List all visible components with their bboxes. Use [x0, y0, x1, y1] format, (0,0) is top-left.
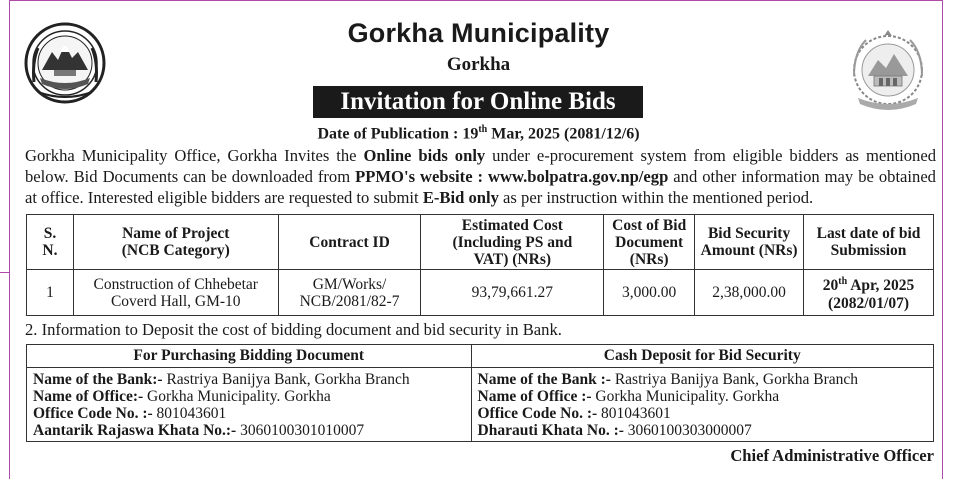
- cell-project: Construction of Chhebetar Coverd Hall, GM-10: [73, 270, 278, 316]
- col-sn: S. N.: [27, 215, 74, 270]
- margin-mark: [0, 272, 10, 273]
- cell-estimated-cost: 93,79,661.27: [421, 270, 604, 316]
- ppmo-website-link[interactable]: PPMO's website : www.bolpatra.gov.np/egp: [355, 167, 669, 186]
- notice-banner: Invitation for Online Bids: [313, 86, 643, 118]
- bank-left-details: Name of the Bank:- Rastriya Banijya Bank, Gorkha Branch Name of Office:- Gorkha Municipality. Gorkha Office Code No. :- 801043601 Aantarik Rajaswa Khata No.:- 3060100301010007: [27, 368, 472, 442]
- col-contract-id: Contract ID: [278, 215, 421, 270]
- intro-paragraph: Gorkha Municipality Office, Gorkha Invites the Online bids only under e-procurement system from eligible bidders as mentioned below. Bid Documents can be downloaded from PPMO's website : www.bolpatra.gov.np/egp and other information may be obtained at office. Interested eligible bidders are requested to submit E-Bid only as per instruction within the mentioned period.: [25, 146, 936, 207]
- col-project: Name of Project (NCB Category): [73, 215, 278, 270]
- table-row: [27, 270, 934, 316]
- cell-contract-id: GM/Works/ NCB/2081/82-7: [278, 270, 421, 316]
- cell-bid-security: 2,38,000.00: [695, 270, 804, 316]
- col-bid-security: Bid Security Amount (NRs): [695, 215, 804, 270]
- bank-left-header: For Purchasing Bidding Document: [27, 345, 472, 368]
- signatory: Chief Administrative Officer: [730, 446, 934, 465]
- bid-table-header: [27, 215, 934, 270]
- bid-table: [26, 214, 934, 316]
- col-estimated-cost: Estimated Cost (Including PS and VAT) (NRs): [421, 215, 604, 270]
- cell-doc-cost: 3,000.00: [604, 270, 695, 316]
- bank-info-table: [26, 344, 934, 442]
- page-subtitle: Gorkha: [446, 54, 511, 75]
- cell-last-date: 20th Apr, 2025 (2082/01/07): [804, 270, 934, 316]
- page-title: Gorkha Municipality: [347, 18, 610, 48]
- col-doc-cost: Cost of Bid Document (NRs): [604, 215, 695, 270]
- col-last-date: Last date of bid Submission: [804, 215, 934, 270]
- publication-date: Date of Publication : 19th Mar, 2025 (2081/12/6): [317, 124, 640, 143]
- cell-sn: 1: [27, 270, 74, 316]
- bank-right-details: Name of the Bank :- Rastriya Banijya Bank, Gorkha Branch Name of Office :- Gorkha Municipality. Gorkha Office Code No. :- 801043601 Dharauti Khata No. :- 3060100303000007: [471, 368, 934, 442]
- section-2-heading: 2. Information to Deposit the cost of bidding document and bid security in Bank.: [25, 320, 562, 339]
- bank-right-header: Cash Deposit for Bid Security: [471, 345, 934, 368]
